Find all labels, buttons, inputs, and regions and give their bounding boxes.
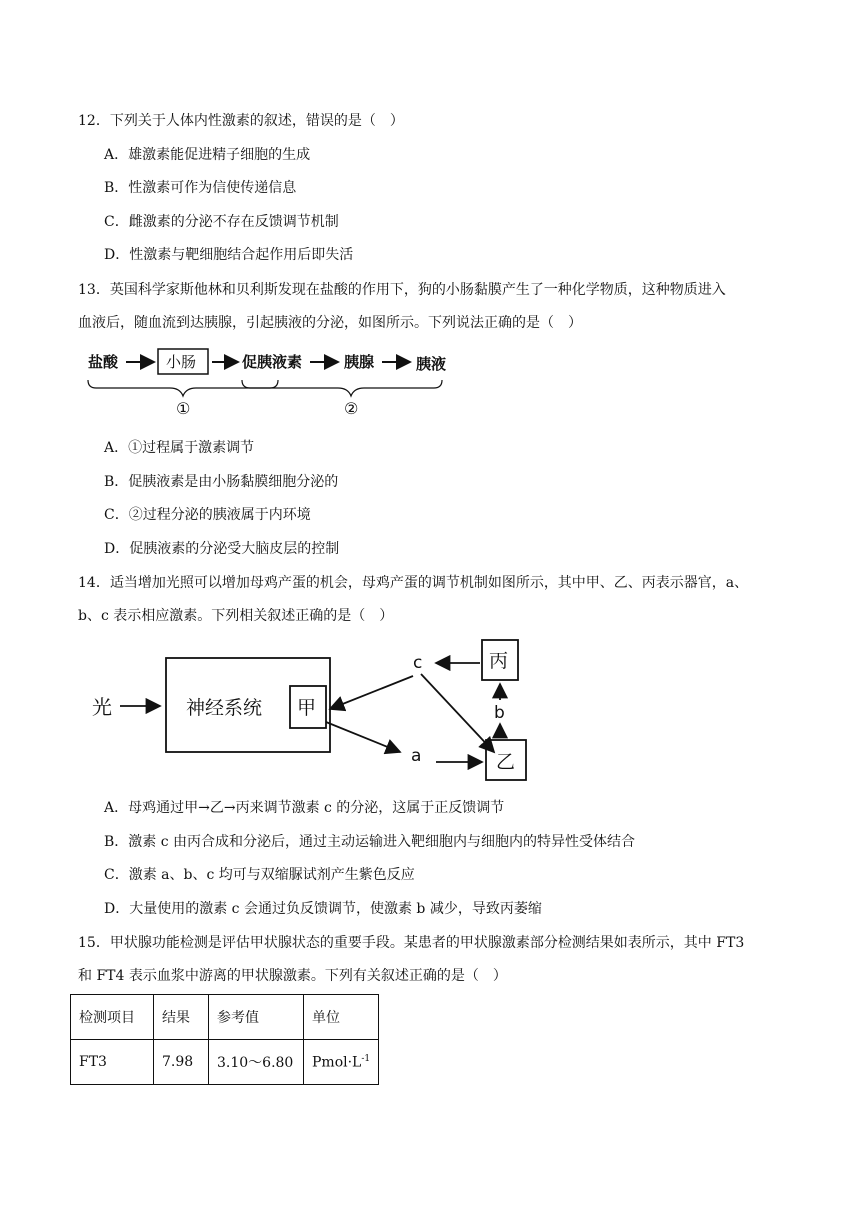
q13-mark-2: ② [344, 399, 359, 418]
q14-option-c: C．激素 a、b、c 均可与双缩脲试剂产生紫色反应 [104, 867, 415, 883]
q13-stem-line2: 血液后，随血流到达胰腺，引起胰液的分泌，如图所示。下列说法正确的是（ ） [78, 315, 582, 331]
unit-superscript: -1 [361, 1053, 371, 1064]
table-header-result: 结果 [154, 995, 209, 1040]
q13-secretin-label: 促胰液素 [242, 353, 303, 371]
q12-option-d: D．性激素与靶细胞结合起作用后即失活 [104, 247, 354, 263]
q13-option-c: C．②过程分泌的胰液属于内环境 [104, 507, 311, 523]
q14-b-label: b [494, 703, 505, 723]
q15-results-table [70, 994, 379, 1085]
q14-option-b: B．激素 c 由丙合成和分泌后，通过主动运输进入靶细胞内与细胞内的特异性受体结合 [104, 834, 636, 850]
q15-stem-line2: 和 FT4 表示血浆中游离的甲状腺激素。下列有关叙述正确的是（ ） [78, 968, 507, 984]
q15-stem-line1: 15．甲状腺功能检测是评估甲状腺状态的重要手段。某患者的甲状腺激素部分检测结果如表所示，其中 FT3 [78, 935, 745, 951]
q14-nervous-system-label: 神经系统 [186, 697, 263, 719]
table-header-reference: 参考值 [209, 995, 304, 1040]
q13-option-d: D．促胰液素的分泌受大脑皮层的控制 [104, 541, 340, 557]
q14-bing-label: 丙 [489, 650, 509, 672]
q14-a-label: a [411, 746, 422, 766]
q13-juice-label: 胰液 [416, 355, 447, 373]
q13-option-a: A．①过程属于激素调节 [104, 440, 255, 456]
q13-diagram [86, 342, 466, 422]
q12-option-b: B．性激素可作为信使传递信息 [104, 180, 297, 196]
q14-light-label: 光 [92, 695, 112, 719]
q14-option-a: A．母鸡通过甲→乙→丙来调节激素 c 的分泌，这属于正反馈调节 [104, 800, 505, 816]
q12-option-a: A．雄激素能促进精子细胞的生成 [104, 147, 311, 163]
q14-arrow-jia-to-a [326, 722, 400, 752]
table-header-row [71, 995, 379, 1040]
table-cell-result: 7.98 [154, 1040, 209, 1085]
q12-stem: 12．下列关于人体内性激素的叙述，错误的是（ ） [78, 113, 404, 129]
q14-stem-line1: 14．适当增加光照可以增加母鸡产蛋的机会，母鸡产蛋的调节机制如图所示，其中甲、乙、丙表示器官，a、 [78, 575, 749, 591]
q13-pancreas-label: 胰腺 [344, 353, 375, 371]
q13-brace-2 [242, 380, 442, 396]
q14-yi-label: 乙 [496, 751, 516, 773]
q14-arrow-c-to-jia [330, 676, 413, 709]
q14-jia-label: 甲 [297, 697, 317, 719]
q13-mark-1: ① [176, 399, 191, 418]
q14-arrow-c-to-yi [421, 674, 494, 752]
q13-hcl-label: 盐酸 [88, 353, 119, 371]
q14-option-d: D．大量使用的激素 c 会通过负反馈调节，使激素 b 减少，导致丙萎缩 [104, 901, 542, 917]
q12-option-c: C．雌激素的分泌不存在反馈调节机制 [104, 214, 339, 230]
table-cell-reference: 3.10～6.80 [209, 1040, 304, 1085]
q13-stem-line1: 13．英国科学家斯他林和贝利斯发现在盐酸的作用下，狗的小肠黏膜产生了一种化学物质，这种物质进入 [78, 282, 726, 298]
table-header-item: 检测项目 [71, 995, 154, 1040]
table-cell-unit [304, 1040, 379, 1085]
table-row [71, 1040, 379, 1085]
table-cell-item: FT3 [71, 1040, 154, 1085]
table-header-unit: 单位 [304, 995, 379, 1040]
q14-c-label: c [413, 653, 423, 673]
q14-diagram [86, 636, 536, 786]
q13-intestine-label: 小肠 [166, 353, 197, 371]
q13-option-b: B．促胰液素是由小肠黏膜细胞分泌的 [104, 474, 339, 490]
q14-stem-line2: b、c 表示相应激素。下列相关叙述正确的是（ ） [78, 608, 394, 624]
unit-base: Pmol·L [312, 1054, 362, 1071]
